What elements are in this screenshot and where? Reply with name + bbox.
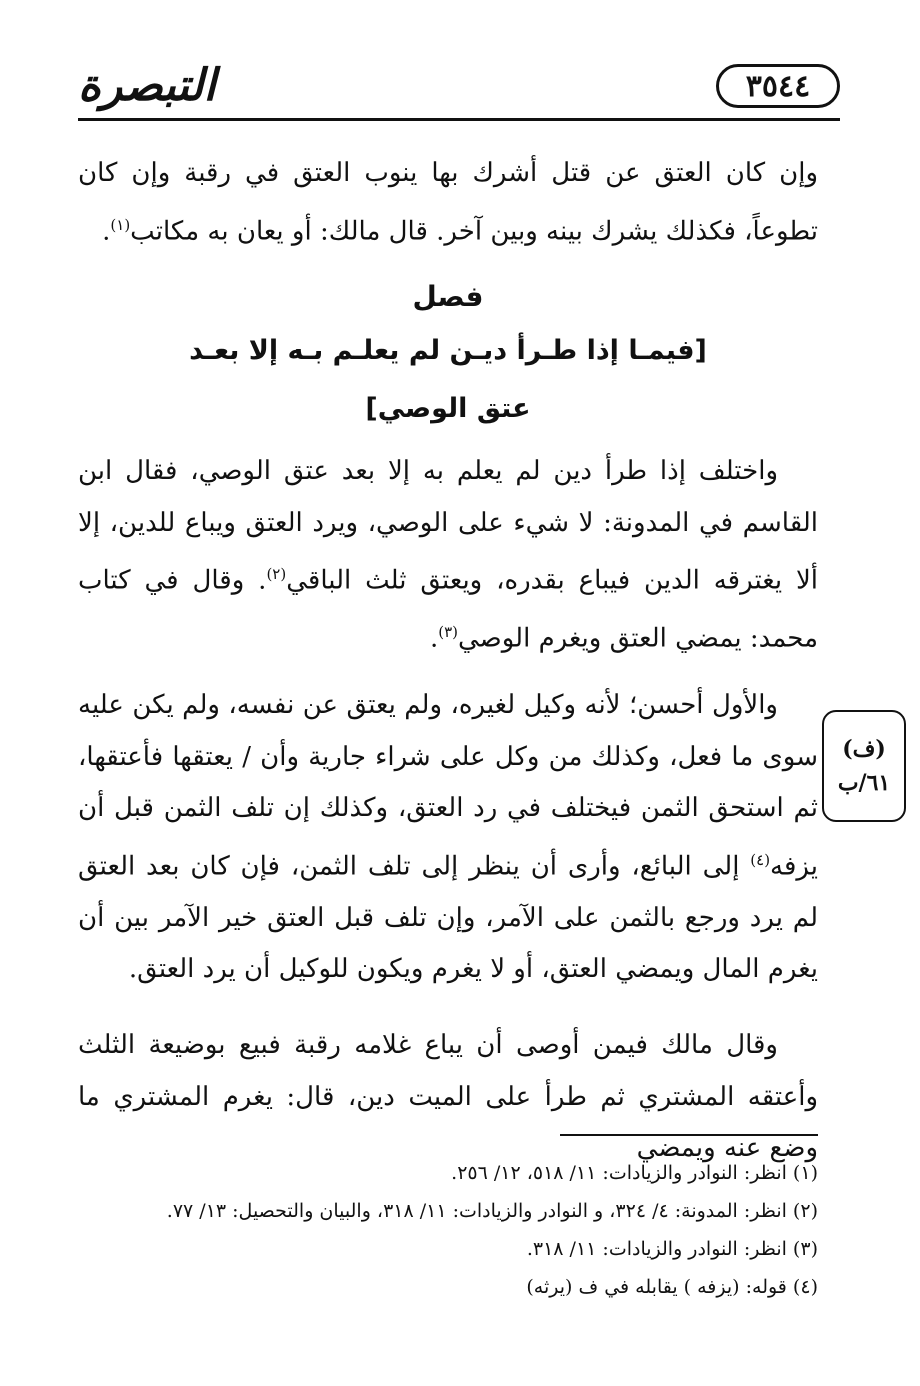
section-label: فصل	[412, 280, 484, 313]
paragraph-text: . وقال في كتاب محمد: يمضي العتق ويغرم الوصي	[78, 565, 818, 654]
header-rule	[78, 118, 840, 121]
footnote-ref: (٣)	[438, 623, 458, 642]
margin-note-line-2: ٦١/ب	[837, 770, 891, 796]
paragraph-text: واختلف إذا طرأ دين لم يعلم به إلا بعد عتق الوصي، فقال ابن القاسم في المدونة: لا شيء على الوصي، ويرد العتق ويباع للدين، إلا ألا يغترقه الدين فيباع بقدره، ويعتق ثلث الباقي	[78, 456, 819, 596]
footnote-ref: (٢)	[266, 565, 287, 583]
paragraph-text: وإن كان العتق عن قتل أشرك بها ينوب العتق في رقبة وإن كان تطوعاً، فكذلك يشرك بينه وبين آخر. قال مالك: أو يعان به مكاتب	[78, 158, 818, 247]
paragraph-text: إلى البائع، وأرى أن ينظر إلى تلف الثمن، فإن كان بعد العتق لم يرد ورجع بالثمن على الآمر، وإن تلف قبل العتق خير الآمر بين أن يغرم المال ويمضي العتق، أو لا يغرم ويكون للوكيل أن يرد العتق.	[78, 851, 818, 985]
page-number: ٣٥٤٤	[716, 64, 840, 108]
paragraph-text: وقال مالك فيمن أوصى أن يباع غلامه رقبة فبيع بوضيعة الثلث وأعتقه المشتري ثم طرأ على الميت دين، قال: يغرم المشتري ما وضع عنه ويمضي	[78, 1030, 818, 1163]
footnotes	[78, 1154, 818, 1306]
footnote-2: (٢) انظر: المدونة: ٤/ ٣٢٤، و النوادر والزيادات: ١١/ ٣١٨، والبيان والتحصيل: ١٣/ ٧٧.	[166, 1200, 818, 1222]
section-title-line-1: [فيمـا إذا طـرأ ديـن لم يعلـم بـه إلا بعـد	[189, 335, 707, 366]
paragraph-1: واختلف إذا طرأ دين لم يعلم به إلا بعد عتق الوصي، فقال ابن القاسم في المدونة: لا شيء على الوصي، ويرد العتق ويباع للدين، إلا ألا يغترقه الدين فيباع بقدره، ويعتق ثلث الباقي$^{(٢)}$. وقال في كتاب محمد: يمضي العتق ويغرم الوصي$^{(٣)}$.	[78, 456, 819, 654]
section-heading	[78, 272, 818, 438]
page-header	[78, 58, 840, 118]
footnote-4: (٤) قوله: (يزفه ) يقابله في ف (يرثه)	[526, 1276, 818, 1298]
manuscript-margin-note	[822, 710, 906, 822]
margin-note-line-1: (ف)	[842, 736, 886, 762]
footnote-separator	[560, 1134, 818, 1136]
paragraph-3	[78, 1020, 818, 1175]
footnote-3: (٣) انظر: النوادر والزيادات: ١١/ ٣١٨.	[526, 1238, 818, 1260]
footnote-ref: (٤)	[750, 850, 771, 869]
footnote-1: (١) انظر: النوادر والزيادات: ١١/ ٥١٨، ١٢/ ٢٥٦.	[451, 1162, 818, 1184]
paragraph-intro: وإن كان العتق عن قتل أشرك بها ينوب العتق في رقبة وإن كان تطوعاً، فكذلك يشرك بينه وبين آخر. قال مالك: أو يعان به مكاتب$^{(١)}$.	[78, 158, 818, 247]
footnote-ref: (١)	[110, 215, 131, 234]
paragraph-text: والأول أحسن؛ لأنه وكيل لغيره، ولم يعتق عن نفسه، ولم يكن عليه سوى ما فعل، وكذلك من وكل على شراء جارية وأن / يعتقها فأعتقها، ثم استحق الثمن فيختلف في رد العتق، وكذلك إن تلف الثمن قبل أن يزفه	[78, 690, 818, 882]
book-title: التبصرة	[78, 60, 216, 111]
section-title-line-2: عتق الوصي]	[365, 393, 531, 424]
paragraph-2	[78, 680, 818, 996]
